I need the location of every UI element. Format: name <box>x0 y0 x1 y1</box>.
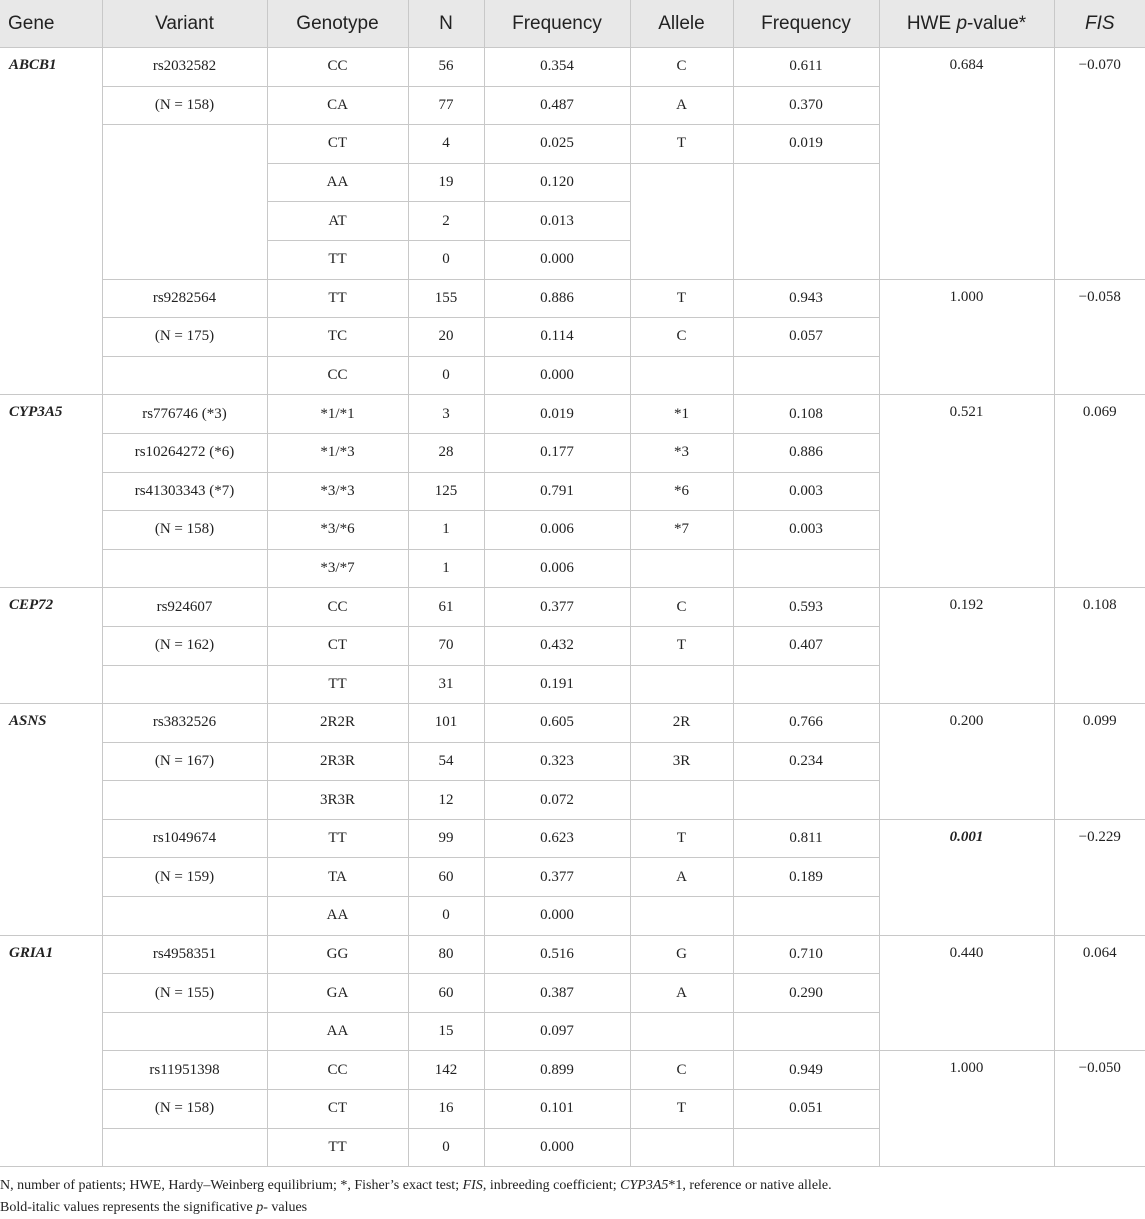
genotype-cell: CC <box>267 588 408 627</box>
allele-frequency-cell: 0.886 <box>733 433 879 472</box>
table-row <box>0 279 1145 318</box>
genotype-cell: CC <box>267 356 408 395</box>
n-cell: 61 <box>408 588 484 627</box>
variant-cell: rs776746 (*3) <box>102 395 267 434</box>
allele-cell: T <box>630 279 733 318</box>
fis-cell: 0.064 <box>1054 935 1145 1051</box>
genotype-cell: 2R3R <box>267 742 408 781</box>
table-row <box>0 588 1145 627</box>
header-hwe-pvalue: HWE p-value* <box>879 0 1054 48</box>
genotype-frequency-cell: 0.487 <box>484 86 630 125</box>
allele-frequency-cell <box>733 356 879 395</box>
genotype-frequency-cell: 0.000 <box>484 356 630 395</box>
allele-frequency-cell: 0.290 <box>733 974 879 1013</box>
n-cell: 101 <box>408 704 484 743</box>
genotype-frequency-cell: 0.114 <box>484 318 630 357</box>
n-cell: 1 <box>408 549 484 588</box>
gene-cell: ASNS <box>0 704 102 936</box>
n-cell: 80 <box>408 935 484 974</box>
variant-cell: rs4958351 <box>102 935 267 974</box>
header-fis: FIS <box>1054 0 1145 48</box>
allele-cell <box>630 1012 733 1051</box>
genotype-frequency-cell: 0.000 <box>484 240 630 279</box>
allele-cell: A <box>630 974 733 1013</box>
variant-cell: (N = 162) <box>102 626 267 665</box>
variant-cell: (N = 155) <box>102 974 267 1013</box>
variant-cell: rs924607 <box>102 588 267 627</box>
hwe-cell: 0.521 <box>879 395 1054 588</box>
variant-cell <box>102 1128 267 1167</box>
allele-cell <box>630 897 733 936</box>
allele-cell <box>630 356 733 395</box>
hwe-cell: 1.000 <box>879 279 1054 395</box>
fis-cell: 0.069 <box>1054 395 1145 588</box>
genotype-frequency-cell: 0.101 <box>484 1090 630 1129</box>
allele-frequency-cell <box>733 163 879 279</box>
allele-cell <box>630 1128 733 1167</box>
variant-cell: (N = 167) <box>102 742 267 781</box>
n-cell: 1 <box>408 511 484 550</box>
allele-frequency-cell: 0.189 <box>733 858 879 897</box>
allele-cell <box>630 163 733 279</box>
genotype-frequency-cell: 0.886 <box>484 279 630 318</box>
allele-cell: T <box>630 125 733 164</box>
n-cell: 0 <box>408 356 484 395</box>
genotype-frequency-cell: 0.516 <box>484 935 630 974</box>
hwe-cell-significant: 0.001 <box>879 819 1054 935</box>
genotype-cell: AT <box>267 202 408 241</box>
variant-cell: rs2032582 <box>102 48 267 87</box>
genotype-frequency-cell: 0.120 <box>484 163 630 202</box>
variant-cell: (N = 158) <box>102 511 267 550</box>
genotype-cell: TT <box>267 1128 408 1167</box>
variant-cell <box>102 356 267 395</box>
n-cell: 60 <box>408 974 484 1013</box>
allele-frequency-cell: 0.407 <box>733 626 879 665</box>
variant-cell: rs3832526 <box>102 704 267 743</box>
hwe-cell: 0.684 <box>879 48 1054 280</box>
genotype-frequency-cell: 0.377 <box>484 858 630 897</box>
hwe-cell: 0.440 <box>879 935 1054 1051</box>
variant-cell <box>102 549 267 588</box>
allele-cell: G <box>630 935 733 974</box>
hwe-cell: 0.192 <box>879 588 1054 704</box>
allele-frequency-cell <box>733 1128 879 1167</box>
genotype-cell: CT <box>267 626 408 665</box>
genotype-frequency-cell: 0.097 <box>484 1012 630 1051</box>
variant-cell <box>102 781 267 820</box>
n-cell: 77 <box>408 86 484 125</box>
genotype-cell: CC <box>267 1051 408 1090</box>
n-cell: 15 <box>408 1012 484 1051</box>
genotype-cell: GA <box>267 974 408 1013</box>
variant-cell <box>102 125 267 279</box>
variant-cell <box>102 1012 267 1051</box>
genotype-cell: AA <box>267 897 408 936</box>
genotype-cell: *3/*6 <box>267 511 408 550</box>
genotype-frequency-cell: 0.605 <box>484 704 630 743</box>
genotype-frequency-cell: 0.377 <box>484 588 630 627</box>
fis-cell: 0.108 <box>1054 588 1145 704</box>
gene-cell: CYP3A5 <box>0 395 102 588</box>
allele-cell: C <box>630 588 733 627</box>
table-footnotes <box>0 1167 1145 1219</box>
variant-cell: rs10264272 (*6) <box>102 433 267 472</box>
allele-frequency-cell: 0.949 <box>733 1051 879 1090</box>
genotype-frequency-cell: 0.006 <box>484 511 630 550</box>
genotype-frequency-cell: 0.000 <box>484 1128 630 1167</box>
fis-cell: 0.099 <box>1054 704 1145 820</box>
genotype-cell: 2R2R <box>267 704 408 743</box>
n-cell: 125 <box>408 472 484 511</box>
n-cell: 0 <box>408 240 484 279</box>
allele-cell <box>630 549 733 588</box>
allele-frequency-cell: 0.003 <box>733 511 879 550</box>
genotype-frequency-cell: 0.006 <box>484 549 630 588</box>
variant-cell: rs11951398 <box>102 1051 267 1090</box>
genotype-cell: 3R3R <box>267 781 408 820</box>
footnote-abbreviations: N, number of patients; HWE, Hardy–Weinberg equilibrium; *, Fisher’s exact test; FIS, inbreeding coefficient; CYP3A5*1, reference or native allele. <box>0 1178 832 1194</box>
n-cell: 60 <box>408 858 484 897</box>
genotype-cell: TC <box>267 318 408 357</box>
allele-frequency-cell <box>733 665 879 704</box>
genotype-cell: GG <box>267 935 408 974</box>
allele-cell: *7 <box>630 511 733 550</box>
genotype-cell: TT <box>267 240 408 279</box>
allele-cell <box>630 781 733 820</box>
variant-cell: (N = 158) <box>102 86 267 125</box>
allele-frequency-cell: 0.611 <box>733 48 879 87</box>
allele-frequency-cell <box>733 1012 879 1051</box>
allele-cell: T <box>630 1090 733 1129</box>
n-cell: 12 <box>408 781 484 820</box>
allele-frequency-cell: 0.811 <box>733 819 879 858</box>
n-cell: 70 <box>408 626 484 665</box>
header-allele: Allele <box>630 0 733 48</box>
allele-frequency-cell <box>733 897 879 936</box>
allele-frequency-cell: 0.766 <box>733 704 879 743</box>
n-cell: 3 <box>408 395 484 434</box>
allele-cell: A <box>630 858 733 897</box>
n-cell: 20 <box>408 318 484 357</box>
hwe-cell: 1.000 <box>879 1051 1054 1167</box>
genotype-frequency-cell: 0.387 <box>484 974 630 1013</box>
header-variant: Variant <box>102 0 267 48</box>
allele-cell: A <box>630 86 733 125</box>
allele-frequency-cell: 0.370 <box>733 86 879 125</box>
allele-cell: C <box>630 318 733 357</box>
gene-cell: GRIA1 <box>0 935 102 1167</box>
genotype-frequency-cell: 0.623 <box>484 819 630 858</box>
variant-cell: rs9282564 <box>102 279 267 318</box>
variant-cell: rs1049674 <box>102 819 267 858</box>
genotype-frequency-cell: 0.791 <box>484 472 630 511</box>
genotype-frequency-cell: 0.072 <box>484 781 630 820</box>
genotype-frequency-cell: 0.899 <box>484 1051 630 1090</box>
genotype-cell: TT <box>267 665 408 704</box>
allele-frequency-cell: 0.234 <box>733 742 879 781</box>
table-row <box>0 819 1145 858</box>
variant-cell: (N = 158) <box>102 1090 267 1129</box>
allele-cell: 3R <box>630 742 733 781</box>
genotype-frequency-cell: 0.013 <box>484 202 630 241</box>
allele-cell: *1 <box>630 395 733 434</box>
n-cell: 19 <box>408 163 484 202</box>
allele-frequency-cell: 0.108 <box>733 395 879 434</box>
genotype-cell: CT <box>267 125 408 164</box>
n-cell: 155 <box>408 279 484 318</box>
genotype-frequency-cell: 0.177 <box>484 433 630 472</box>
n-cell: 56 <box>408 48 484 87</box>
genotype-cell: TT <box>267 819 408 858</box>
genotype-cell: CA <box>267 86 408 125</box>
variant-cell <box>102 665 267 704</box>
genotype-frequency-cell: 0.019 <box>484 395 630 434</box>
allele-cell: C <box>630 48 733 87</box>
gene-cell: CEP72 <box>0 588 102 704</box>
allele-frequency-cell: 0.019 <box>733 125 879 164</box>
table-row <box>0 48 1145 87</box>
genotype-cell: *1/*1 <box>267 395 408 434</box>
n-cell: 4 <box>408 125 484 164</box>
allele-frequency-cell: 0.051 <box>733 1090 879 1129</box>
allele-cell: T <box>630 819 733 858</box>
n-cell: 16 <box>408 1090 484 1129</box>
hwe-cell: 0.200 <box>879 704 1054 820</box>
genotype-frequency-cell: 0.191 <box>484 665 630 704</box>
allele-frequency-cell <box>733 549 879 588</box>
n-cell: 2 <box>408 202 484 241</box>
table-row <box>0 935 1145 974</box>
allele-frequency-cell: 0.003 <box>733 472 879 511</box>
n-cell: 31 <box>408 665 484 704</box>
n-cell: 142 <box>408 1051 484 1090</box>
allele-cell: C <box>630 1051 733 1090</box>
allele-frequency-cell: 0.943 <box>733 279 879 318</box>
n-cell: 28 <box>408 433 484 472</box>
allele-frequency-cell: 0.593 <box>733 588 879 627</box>
fis-cell: −0.058 <box>1054 279 1145 395</box>
genotype-cell: *3/*7 <box>267 549 408 588</box>
table-row <box>0 704 1145 743</box>
n-cell: 0 <box>408 1128 484 1167</box>
genotype-frequency-cell: 0.432 <box>484 626 630 665</box>
allele-frequency-cell: 0.057 <box>733 318 879 357</box>
header-genotype-frequency: Frequency <box>484 0 630 48</box>
fis-cell: −0.070 <box>1054 48 1145 280</box>
genotype-cell: AA <box>267 1012 408 1051</box>
genotype-cell: TT <box>267 279 408 318</box>
genotype-frequency-cell: 0.354 <box>484 48 630 87</box>
genotype-frequency-cell: 0.323 <box>484 742 630 781</box>
genotype-cell: CC <box>267 48 408 87</box>
header-gene: Gene <box>0 0 102 48</box>
allele-cell: *3 <box>630 433 733 472</box>
allele-cell: T <box>630 626 733 665</box>
variant-cell: (N = 175) <box>102 318 267 357</box>
table-row <box>0 395 1145 434</box>
genotype-cell: CT <box>267 1090 408 1129</box>
genotype-cell: AA <box>267 163 408 202</box>
gene-cell: ABCB1 <box>0 48 102 395</box>
allele-frequency-cell: 0.710 <box>733 935 879 974</box>
genotype-cell: *3/*3 <box>267 472 408 511</box>
fis-cell: −0.050 <box>1054 1051 1145 1167</box>
allele-cell <box>630 665 733 704</box>
n-cell: 99 <box>408 819 484 858</box>
genotype-cell: *1/*3 <box>267 433 408 472</box>
variant-cell <box>102 897 267 936</box>
genotype-frequency-cell: 0.000 <box>484 897 630 936</box>
header-genotype: Genotype <box>267 0 408 48</box>
variant-cell: rs41303343 (*7) <box>102 472 267 511</box>
table-row <box>0 1051 1145 1090</box>
header-row <box>0 0 1145 48</box>
n-cell: 0 <box>408 897 484 936</box>
header-n: N <box>408 0 484 48</box>
genotype-frequency-cell: 0.025 <box>484 125 630 164</box>
allele-frequency-cell <box>733 781 879 820</box>
allele-cell: *6 <box>630 472 733 511</box>
n-cell: 54 <box>408 742 484 781</box>
genotype-cell: TA <box>267 858 408 897</box>
fis-cell: −0.229 <box>1054 819 1145 935</box>
footnote-significance: Bold-italic values represents the significative p- values <box>0 1200 308 1216</box>
header-allele-frequency: Frequency <box>733 0 879 48</box>
variant-cell: (N = 159) <box>102 858 267 897</box>
allele-cell: 2R <box>630 704 733 743</box>
